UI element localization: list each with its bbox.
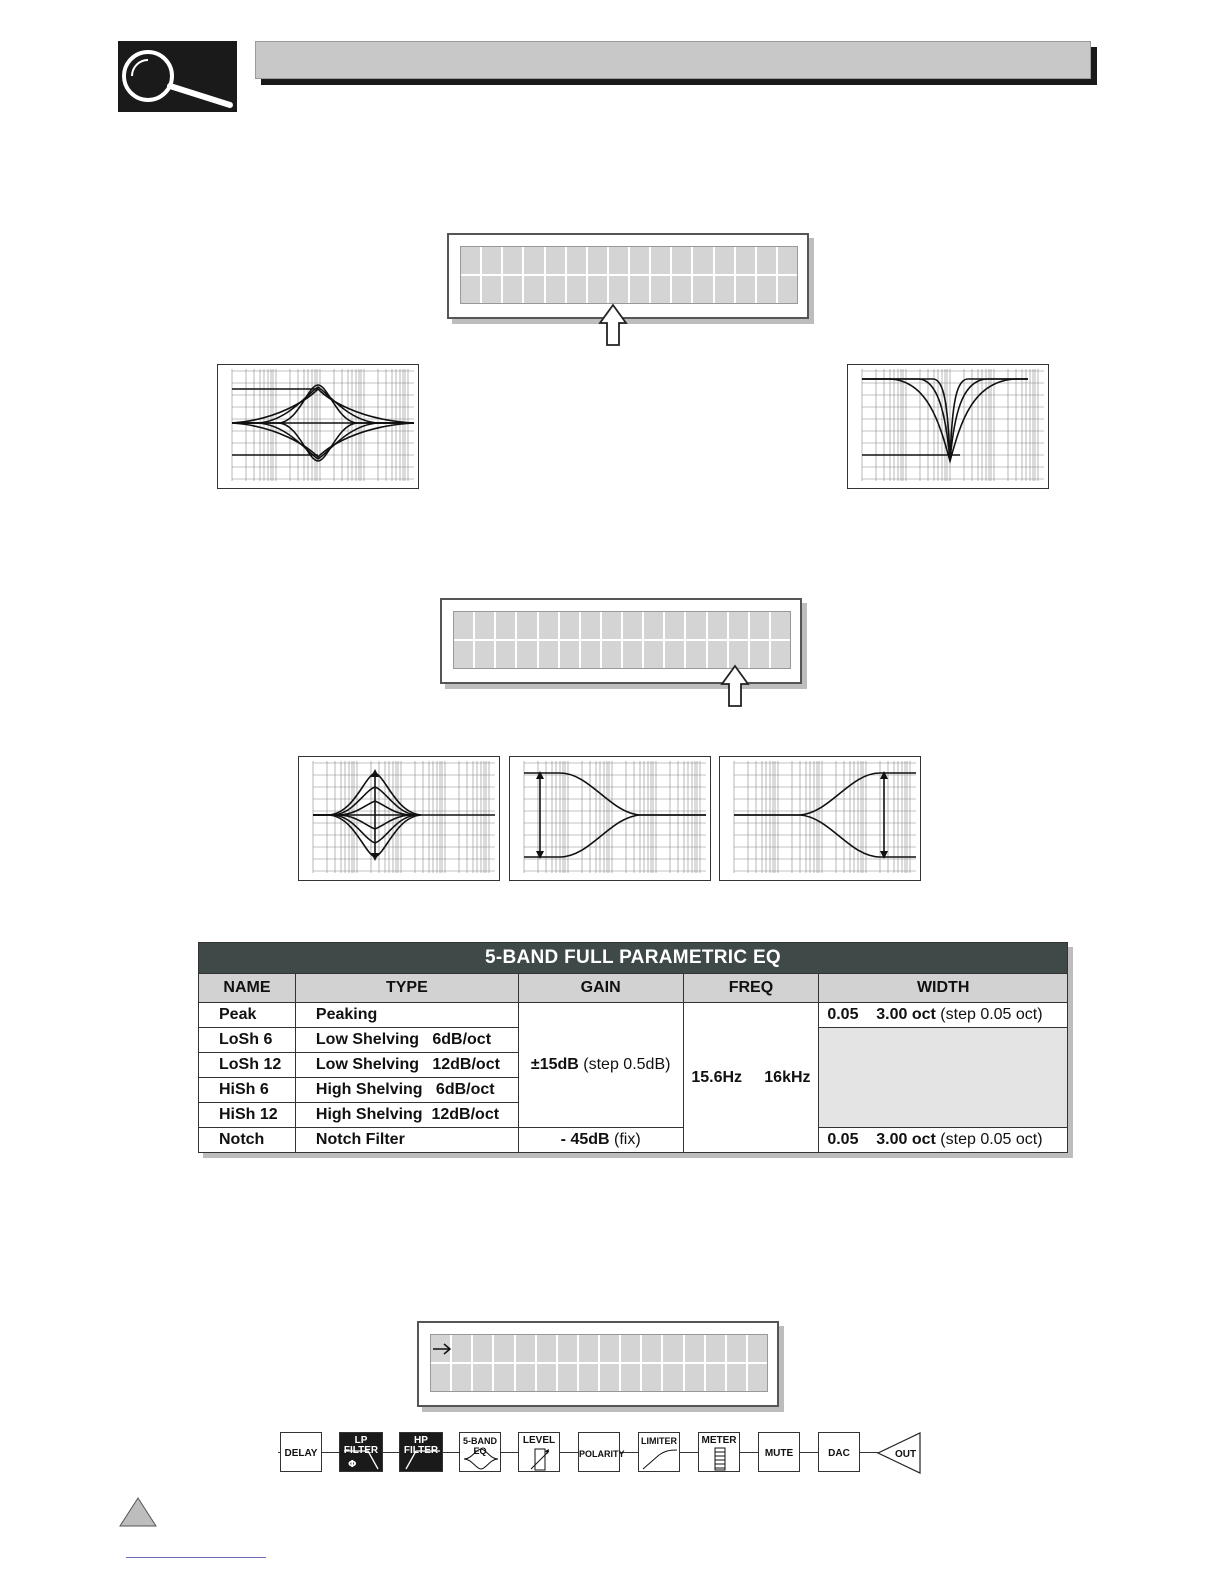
width-na-cell: [819, 1028, 1068, 1128]
lcd-character-cell: [686, 612, 705, 639]
lcd-character-cell: [560, 641, 579, 668]
chain-label: LIMITER: [641, 1436, 677, 1446]
lowpass-icon: [340, 1433, 384, 1473]
eq-curve-icon: [460, 1433, 502, 1473]
chain-label: METER: [701, 1435, 737, 1446]
chain-block-level: [518, 1432, 560, 1472]
gain-range: ±15dB: [530, 1056, 579, 1073]
chain-block-polarity: [578, 1432, 625, 1472]
lcd-grid: [430, 1334, 768, 1392]
freq-range-cell: [683, 1003, 819, 1153]
lcd-character-cell: [539, 612, 558, 639]
lcd-character-cell: [665, 641, 684, 668]
notch-response-graph: [847, 364, 1049, 489]
chain-block-hp-filter: [399, 1432, 443, 1472]
gain-notch-note: (fix): [614, 1131, 641, 1148]
low-shelving-graph: [509, 756, 711, 881]
lcd-character-cell: [482, 276, 501, 303]
lcd-character-cell: [642, 1335, 661, 1362]
lcd-character-cell: [461, 247, 480, 274]
lcd-character-cell: [623, 612, 642, 639]
filter-type: High Shelving 12dB/oct: [295, 1103, 518, 1128]
lcd-character-cell: [750, 612, 769, 639]
lcd-character-cell: [715, 247, 734, 274]
lcd-character-cell: [771, 641, 790, 668]
lcd-character-cell: [672, 247, 691, 274]
lcd-character-cell: [431, 1364, 450, 1391]
filter-name: Peak: [199, 1003, 296, 1028]
peaking-response-graph: [217, 364, 419, 489]
lcd-character-cell: [452, 1335, 471, 1362]
arrow-right-icon: [432, 1343, 452, 1355]
lcd-character-cell: [609, 276, 628, 303]
col-header-type: TYPE: [295, 974, 518, 1003]
table-title: 5-BAND FULL PARAMETRIC EQ: [199, 943, 1068, 974]
filter-type: High Shelving 6dB/oct: [295, 1078, 518, 1103]
lcd-character-cell: [642, 1364, 661, 1391]
gain-range-cell: [518, 1003, 683, 1128]
lcd-character-cell: [588, 276, 607, 303]
lcd-character-cell: [602, 612, 621, 639]
lcd-character-cell: [644, 641, 663, 668]
col-header-freq: FREQ: [683, 974, 819, 1003]
lcd-character-cell: [651, 276, 670, 303]
lcd-character-cell: [588, 247, 607, 274]
lcd-character-cell: [609, 247, 628, 274]
lcd-character-cell: [665, 612, 684, 639]
lcd-character-cell: [736, 276, 755, 303]
lcd-character-cell: [693, 247, 712, 274]
limiter-icon: [639, 1433, 681, 1473]
lcd-character-cell: [708, 612, 727, 639]
output-triangle-icon: [876, 1430, 922, 1476]
out-label: OUT: [895, 1449, 917, 1460]
lcd-character-cell: [706, 1364, 725, 1391]
lcd-character-cell: [494, 1335, 513, 1362]
filter-type: Peaking: [295, 1003, 518, 1028]
chain-label: 5-BAND EQ: [462, 1436, 497, 1456]
chain-label: DELAY: [284, 1448, 318, 1459]
lcd-character-cell: [516, 1364, 535, 1391]
width-range: 0.05 3.00 oct: [827, 1006, 936, 1023]
lcd-character-cell: [686, 641, 705, 668]
lcd-character-cell: [630, 276, 649, 303]
arrow-up-icon: [720, 664, 750, 708]
lcd-grid: [460, 246, 798, 304]
col-header-gain: GAIN: [518, 974, 683, 1003]
lcd-character-cell: [482, 247, 501, 274]
lcd-character-cell: [461, 276, 480, 303]
lcd-character-cell: [581, 612, 600, 639]
lcd-character-cell: [579, 1335, 598, 1362]
lcd-character-cell: [750, 641, 769, 668]
lcd-character-cell: [623, 641, 642, 668]
lcd-character-cell: [600, 1364, 619, 1391]
chain-label: POLARITY: [579, 1449, 625, 1459]
lcd-character-cell: [748, 1335, 767, 1362]
footer-underline: [126, 1557, 266, 1558]
phase-symbol: Φ: [348, 1459, 357, 1470]
chain-block-delay: [280, 1432, 322, 1472]
lcd-character-cell: [473, 1335, 492, 1362]
lcd-character-cell: [706, 1335, 725, 1362]
table-row: [199, 1003, 1068, 1028]
lcd-character-cell: [524, 276, 543, 303]
filter-name: LoSh 6: [199, 1028, 296, 1053]
chain-block-5-band-eq: [459, 1432, 501, 1472]
lcd-character-cell: [602, 641, 621, 668]
chain-block-mute: [758, 1432, 800, 1472]
chain-label: HP FILTER: [403, 1435, 439, 1456]
filter-name: Notch: [199, 1128, 296, 1153]
filter-type: Low Shelving 12dB/oct: [295, 1053, 518, 1078]
chain-label: LP FILTER: [343, 1435, 379, 1456]
lcd-character-cell: [685, 1364, 704, 1391]
lcd-character-cell: [454, 612, 473, 639]
lcd-character-cell: [727, 1335, 746, 1362]
lcd-character-cell: [663, 1364, 682, 1391]
width-peak-cell: [819, 1003, 1068, 1028]
lcd-character-cell: [757, 276, 776, 303]
lcd-character-cell: [558, 1364, 577, 1391]
lcd-character-cell: [475, 641, 494, 668]
chain-label: LEVEL: [522, 1435, 556, 1446]
width-step: (step 0.05 oct): [940, 1131, 1043, 1148]
col-header-name: NAME: [199, 974, 296, 1003]
lcd-character-cell: [452, 1364, 471, 1391]
filter-name: HiSh 6: [199, 1078, 296, 1103]
lcd-character-cell: [546, 247, 565, 274]
lcd-character-cell: [539, 641, 558, 668]
lcd-character-cell: [672, 276, 691, 303]
lcd-grid: [453, 611, 791, 669]
lcd-character-cell: [771, 612, 790, 639]
high-shelving-graph: [719, 756, 921, 881]
lcd-character-cell: [579, 1364, 598, 1391]
lcd-character-cell: [475, 612, 494, 639]
filter-name: LoSh 12: [199, 1053, 296, 1078]
eq-parameter-table: [198, 942, 1068, 1153]
lcd-character-cell: [651, 247, 670, 274]
chain-label: DAC: [828, 1448, 850, 1459]
lcd-character-cell: [644, 612, 663, 639]
lcd-character-cell: [560, 612, 579, 639]
lcd-character-cell: [516, 1335, 535, 1362]
lcd-character-cell: [517, 641, 536, 668]
lcd-character-cell: [473, 1364, 492, 1391]
lcd-character-cell: [567, 276, 586, 303]
gain-notch: - 45dB: [560, 1131, 610, 1148]
lcd-character-cell: [600, 1335, 619, 1362]
lcd-display-bottom: [417, 1321, 779, 1407]
chain-block-dac: [818, 1432, 860, 1472]
lcd-character-cell: [496, 641, 515, 668]
arrow-up-icon: [598, 303, 628, 347]
freq-high: 16kHz: [764, 1068, 811, 1086]
lcd-character-cell: [621, 1335, 640, 1362]
lcd-character-cell: [736, 247, 755, 274]
lcd-character-cell: [727, 1364, 746, 1391]
lcd-character-cell: [663, 1335, 682, 1362]
chain-block-lp-filter: [339, 1432, 383, 1472]
gain-step: (step 0.5dB): [583, 1056, 671, 1073]
chain-block-limiter: [638, 1432, 680, 1472]
freq-low: 15.6Hz: [691, 1068, 743, 1086]
lcd-character-cell: [621, 1364, 640, 1391]
lcd-character-cell: [729, 612, 748, 639]
lcd-character-cell: [517, 612, 536, 639]
lcd-character-cell: [496, 612, 515, 639]
lcd-character-cell: [537, 1335, 556, 1362]
lcd-character-cell: [503, 247, 522, 274]
filter-name: HiSh 12: [199, 1103, 296, 1128]
width-step: (step 0.05 oct): [940, 1006, 1043, 1023]
peaking-gain-graph: [298, 756, 500, 881]
lcd-character-cell: [778, 276, 797, 303]
lcd-character-cell: [693, 276, 712, 303]
lcd-character-cell: [454, 641, 473, 668]
filter-type: Low Shelving 6dB/oct: [295, 1028, 518, 1053]
lcd-display-top: [447, 233, 809, 319]
lcd-character-cell: [757, 247, 776, 274]
lcd-character-cell: [494, 1364, 513, 1391]
gain-notch-cell: [518, 1128, 683, 1153]
width-notch-cell: [819, 1128, 1068, 1153]
filter-type: Notch Filter: [295, 1128, 518, 1153]
lcd-character-cell: [748, 1364, 767, 1391]
level-icon: [519, 1433, 561, 1473]
magnifier-icon: [118, 41, 237, 112]
width-range: 0.05 3.00 oct: [827, 1131, 936, 1148]
lcd-character-cell: [546, 276, 565, 303]
lcd-character-cell: [581, 641, 600, 668]
chain-label: MUTE: [764, 1448, 794, 1459]
lcd-character-cell: [715, 276, 734, 303]
lcd-character-cell: [537, 1364, 556, 1391]
meter-icon: [699, 1433, 741, 1473]
chain-block-meter: [698, 1432, 740, 1472]
lcd-character-cell: [685, 1335, 704, 1362]
lcd-character-cell: [778, 247, 797, 274]
lcd-character-cell: [558, 1335, 577, 1362]
lcd-character-cell: [567, 247, 586, 274]
highpass-icon: [400, 1433, 444, 1473]
lcd-character-cell: [630, 247, 649, 274]
lcd-character-cell: [524, 247, 543, 274]
section-title-bar: [255, 41, 1091, 79]
lcd-character-cell: [503, 276, 522, 303]
col-header-width: WIDTH: [819, 974, 1068, 1003]
table-row: [199, 1128, 1068, 1153]
page-corner-triangle-icon: [118, 1496, 158, 1528]
